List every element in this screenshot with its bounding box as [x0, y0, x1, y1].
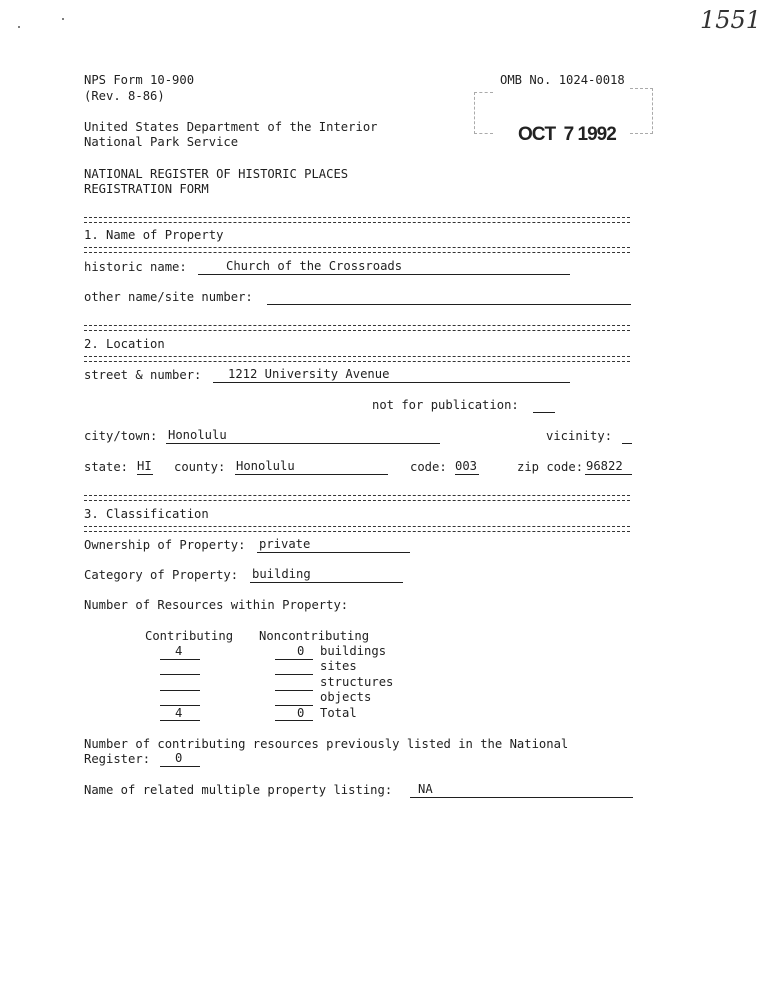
noncontributing-header: Noncontributing: [259, 629, 370, 643]
omb-number: OMB No. 1024-0018: [500, 73, 625, 87]
street-value: 1212 University Avenue: [228, 367, 390, 381]
section-rule: [84, 356, 630, 362]
form-title: REGISTRATION FORM: [84, 182, 209, 196]
section-rule: [84, 526, 630, 532]
contributing-line: [160, 659, 200, 660]
category-line: [250, 582, 403, 583]
ownership-line: [257, 552, 410, 553]
county-label: county:: [174, 460, 226, 474]
ownership-value: private: [259, 537, 311, 551]
code-value: 003: [455, 459, 478, 473]
noncontributing-line: [275, 659, 313, 660]
multiple-property-line: [410, 797, 633, 798]
zip-line: [585, 474, 632, 475]
section-rule: [84, 247, 630, 253]
city-line: [166, 443, 440, 444]
resource-type-label: structures: [320, 675, 394, 689]
other-name-label: other name/site number:: [84, 290, 253, 304]
register-title: NATIONAL REGISTER OF HISTORIC PLACES: [84, 167, 349, 181]
ownership-label: Ownership of Property:: [84, 538, 246, 552]
received-stamp-date: OCT 7 1992: [518, 124, 616, 145]
not-for-publication-label: not for publication:: [372, 398, 519, 412]
section1-heading: 1. Name of Property: [84, 228, 224, 242]
category-value: building: [252, 567, 311, 581]
street-label: street & number:: [84, 368, 202, 382]
previously-listed-text: Number of contributing resources previously listed in the National: [84, 737, 569, 751]
historic-name-line: [198, 274, 570, 275]
historic-name-value: Church of the Crossroads: [226, 259, 403, 273]
resource-type-label: sites: [320, 659, 357, 673]
section-rule: [84, 325, 630, 331]
state-label: state:: [84, 460, 129, 474]
resources-label: Number of Resources within Property:: [84, 598, 349, 612]
noncontributing-line: [275, 690, 313, 691]
contributing-value: 4: [175, 706, 183, 720]
street-line: [213, 382, 570, 383]
resource-type-label: buildings: [320, 644, 387, 658]
county-value: Honolulu: [236, 459, 295, 473]
contributing-line: [160, 690, 200, 691]
noncontributing-line: [275, 720, 313, 721]
multiple-property-value: NA: [418, 782, 433, 796]
category-label: Category of Property:: [84, 568, 239, 582]
resource-type-label: objects: [320, 690, 372, 704]
department: United States Department of the Interior: [84, 120, 378, 134]
noncontributing-value: 0: [297, 644, 305, 658]
noncontributing-line: [275, 705, 313, 706]
stamp-frame-right: [630, 88, 653, 134]
previously-listed-line: [160, 766, 200, 767]
scan-speck: [62, 18, 64, 20]
form-revision: (Rev. 8-86): [84, 89, 165, 103]
noncontributing-value: 0: [297, 706, 305, 720]
section2-heading: 2. Location: [84, 337, 165, 351]
vicinity-label: vicinity:: [546, 429, 613, 443]
contributing-value: 4: [175, 644, 183, 658]
state-line: [137, 474, 153, 475]
city-label: city/town:: [84, 429, 158, 443]
contributing-header: Contributing: [145, 629, 234, 643]
previously-listed-value: 0: [175, 751, 183, 765]
scan-speck: [18, 26, 20, 28]
stamp-frame-left: [474, 92, 493, 134]
previously-listed-label: Register:: [84, 752, 151, 766]
form-number: NPS Form 10-900: [84, 73, 195, 87]
section-rule: [84, 495, 630, 501]
zip-label: zip code:: [517, 460, 584, 474]
code-line: [455, 474, 479, 475]
zip-value: 96822: [586, 459, 623, 473]
service: National Park Service: [84, 135, 239, 149]
vicinity-line: [622, 443, 632, 444]
county-line: [235, 474, 388, 475]
resource-type-label: Total: [320, 706, 357, 720]
historic-name-label: historic name:: [84, 260, 187, 274]
noncontributing-line: [275, 674, 313, 675]
handwritten-number: 1551: [700, 6, 762, 34]
code-label: code:: [410, 460, 447, 474]
other-name-line: [267, 304, 631, 305]
state-value: HI: [137, 459, 152, 473]
contributing-line: [160, 674, 200, 675]
city-value: Honolulu: [168, 428, 227, 442]
not-for-publication-line: [533, 412, 555, 413]
section3-heading: 3. Classification: [84, 507, 209, 521]
multiple-property-label: Name of related multiple property listing:: [84, 783, 393, 797]
section-rule: [84, 217, 630, 223]
